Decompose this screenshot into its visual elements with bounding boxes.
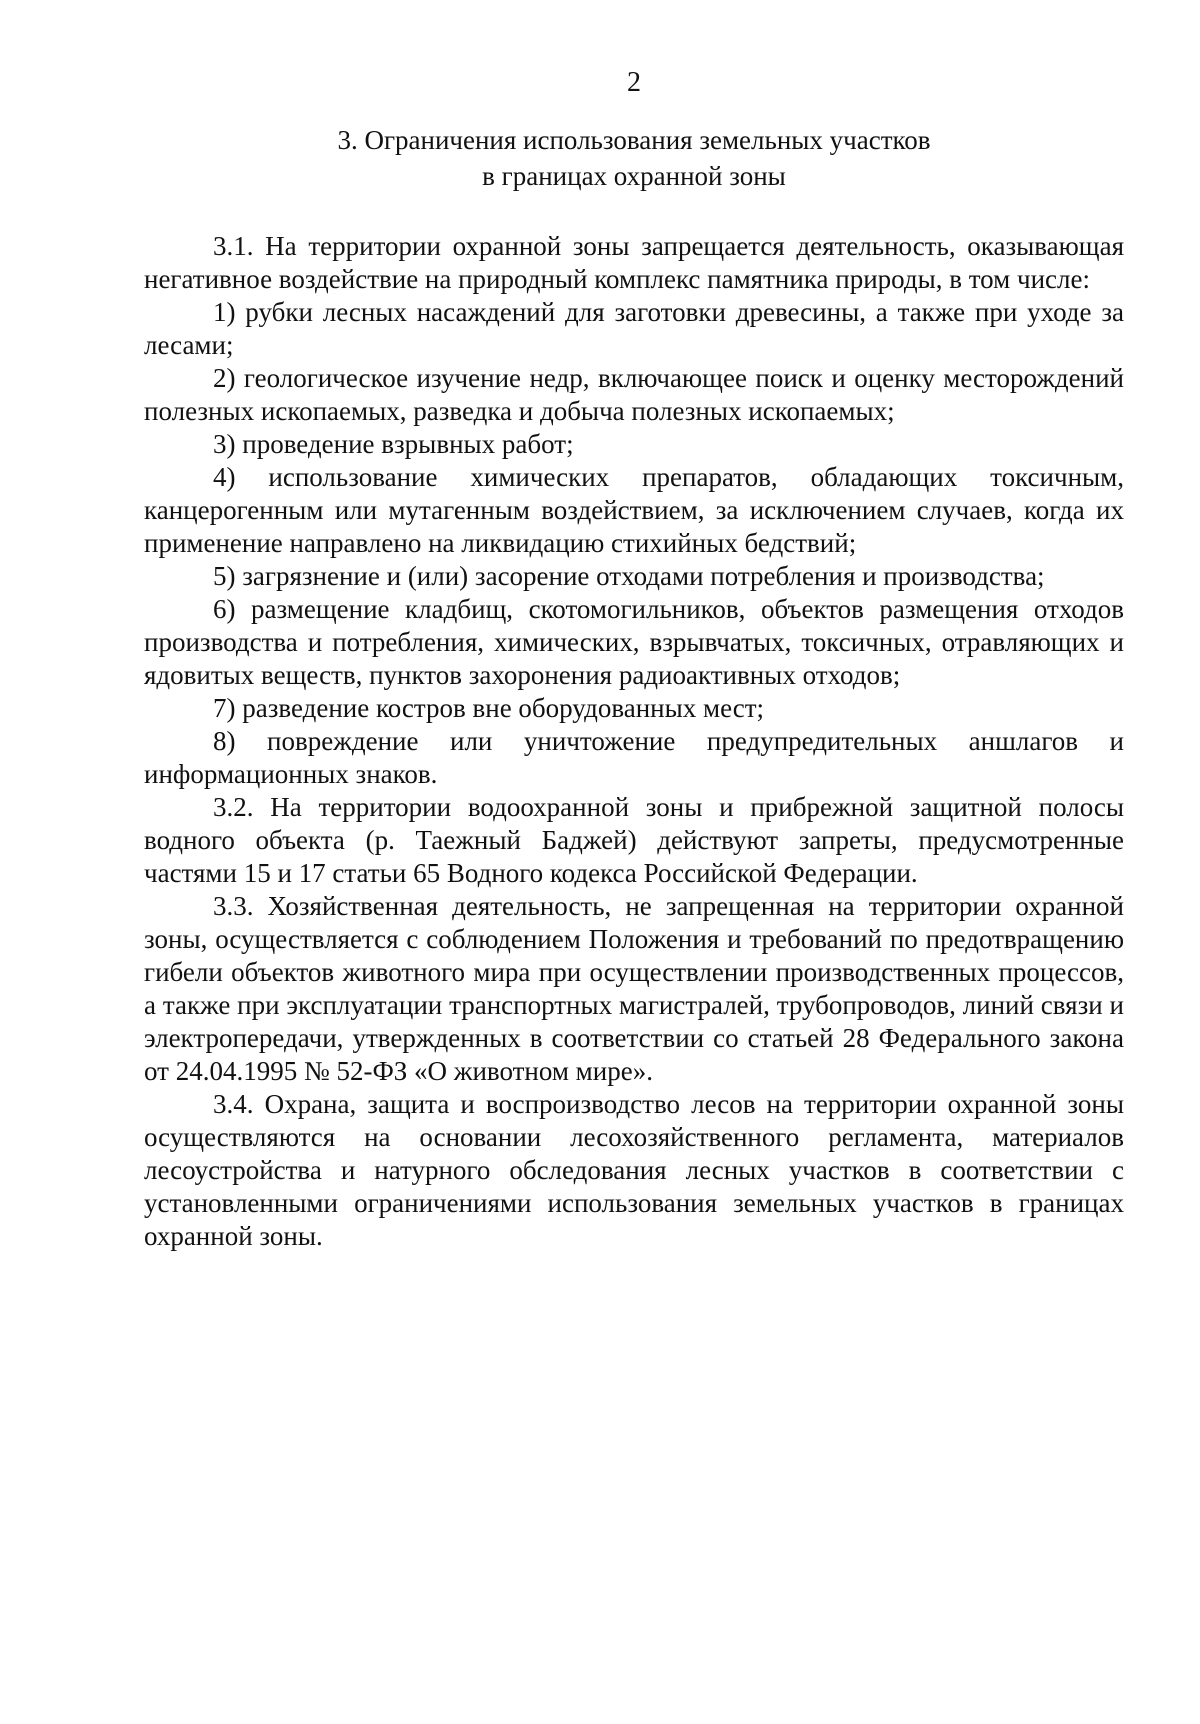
paragraph-3-2: 3.2. На территории водоохранной зоны и прибрежной защитной полосы водного объекта (р. Таежный Баджей) действуют запреты, предусмотренные частями 15 и 17 статьи 65 Водного кодекса Российской Федерации. <box>144 792 1124 888</box>
paragraph-3-3: 3.3. Хозяйственная деятельность, не запрещенная на территории охранной зоны, осуществляется с соблюдением Положения и требований по предотвращению гибели объектов животного мира при осуществлении производственных процессов, а также при эксплуатации транспортных магистралей, трубопроводов, линий связи и электропередачи, утвержденных в соответствии со статьей 28 Федерального закона от 24.04.1995 № 52-ФЗ «О животном мире». <box>144 891 1124 1086</box>
section-heading-line-1: 3. Ограничения использования земельных участков <box>337 125 931 155</box>
list-item-3: 3) проведение взрывных работ; <box>213 429 574 459</box>
page-number: 2 <box>627 67 641 98</box>
list-item-4: 4) использование химических препаратов, обладающих токсичным, канцерогенным или мутагенным воздействием, за исключением случаев, когда их применение направлено на ликвидацию стихийных бедствий; <box>144 462 1124 558</box>
paragraph-3-4: 3.4. Охрана, защита и воспроизводство лесов на территории охранной зоны осуществляются на основании лесохозяйственного регламента, материалов лесоустройства и натурного обследования лесных участков в соответствии с установленными ограничениями использования земельных участков в границах охранной зоны. <box>144 1089 1124 1251</box>
list-item-1: 1) рубки лесных насаждений для заготовки древесины, а также при уходе за лесами; <box>144 297 1124 360</box>
list-item-6: 6) размещение кладбищ, скотомогильников, объектов размещения отходов производства и потребления, химических, взрывчатых, токсичных, отравляющих и ядовитых веществ, пунктов захоронения радиоактивных отходов; <box>144 594 1124 690</box>
paragraph-3-1: 3.1. На территории охранной зоны запрещается деятельность, оказывающая негативное воздействие на природный комплекс памятника природы, в том числе: <box>144 231 1124 294</box>
section-heading <box>144 122 1124 194</box>
list-item-7: 7) разведение костров вне оборудованных мест; <box>213 693 765 723</box>
list-item-5: 5) загрязнение и (или) засорение отходами потребления и производства; <box>213 561 1045 591</box>
document-body <box>144 230 1124 1253</box>
document-page <box>144 66 1124 1253</box>
list-item-2: 2) геологическое изучение недр, включающее поиск и оценку месторождений полезных ископаемых, разведка и добыча полезных ископаемых; <box>144 363 1124 426</box>
list-item-8: 8) повреждение или уничтожение предупредительных аншлагов и информационных знаков. <box>144 726 1124 789</box>
section-heading-line-2: в границах охранной зоны <box>482 161 786 191</box>
